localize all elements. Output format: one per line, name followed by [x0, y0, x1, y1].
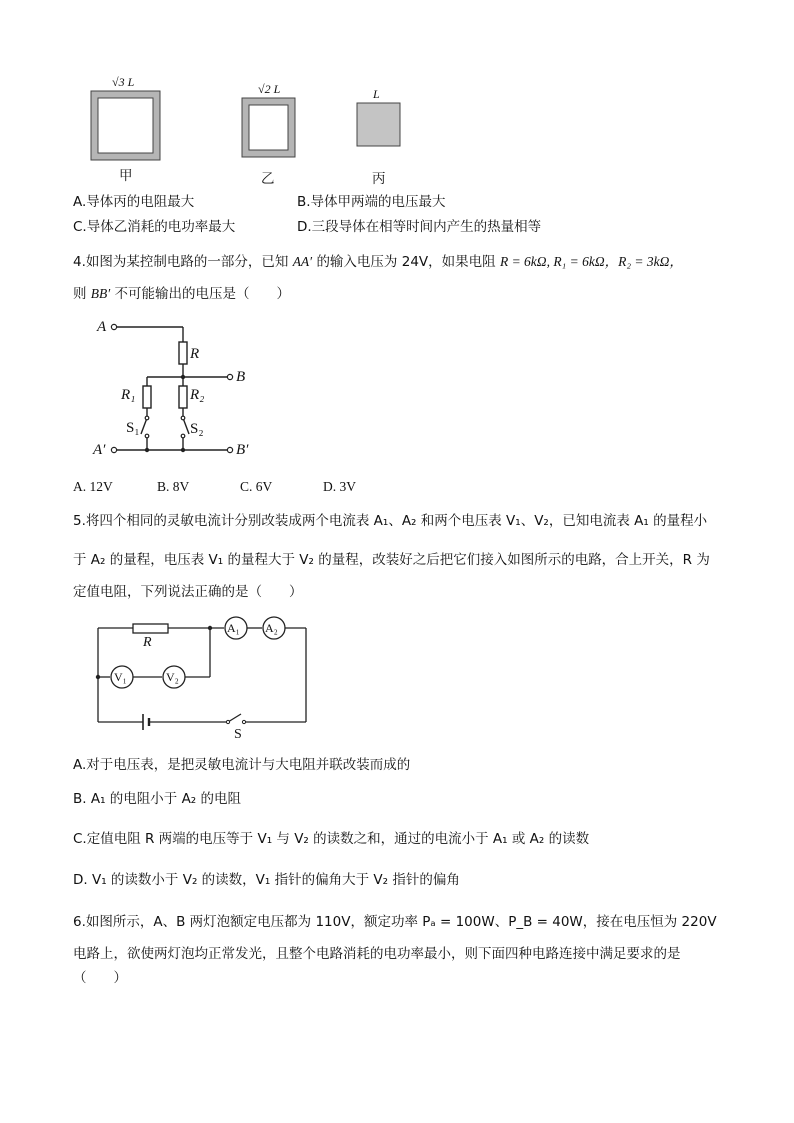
q4-option-b: B. 8V — [157, 479, 190, 494]
jia-label: 甲 — [119, 168, 133, 184]
q5-option-b: B. A₁ 的电阻小于 A₂ 的电阻 — [73, 791, 242, 807]
q6-stem-line1: 6.如图所示，A、B 两灯泡额定电压都为 110V，额定功率 Pₐ = 100W、P_B = 40W，接在电压恒为 220V — [73, 914, 717, 930]
q5-stem-line3: 定值电阻，下列说法正确的是（ ） — [73, 584, 303, 600]
q4-option-a: A. 12V — [73, 479, 113, 494]
q4-option-c: C. 6V — [240, 479, 273, 494]
q5-ammeter-a1: A₁ — [227, 621, 240, 635]
q4-option-d: D. 3V — [323, 479, 356, 494]
q4-label-a-prime: A′ — [93, 442, 106, 458]
q4-label-r1: R₁ — [121, 387, 136, 403]
q5-voltmeter-v2: V₂ — [166, 670, 179, 684]
q5-stem-line2: 于 A₂ 的量程，电压表 V₁ 的量程大于 V₂ 的量程，改装好之后把它们接入如图所示的电路，合上开关，R 为 — [73, 552, 710, 568]
q4-label-b-prime: B′ — [236, 442, 249, 458]
q5-label-r: R — [143, 635, 152, 650]
q5-option-a: A.对于电压表，是把灵敏电流计与大电阻并联改装而成的 — [73, 757, 411, 773]
q6-stem-line3: （ ） — [73, 970, 127, 986]
q5-voltmeter-v1: V₁ — [114, 670, 127, 684]
bing-label: 丙 — [372, 171, 386, 187]
q5-stem-line1: 5.将四个相同的灵敏电流计分别改装成两个电流表 A₁、A₂ 和两个电压表 V₁、V₂，已知电流表 A₁ 的量程小 — [73, 513, 708, 529]
q3-option-d: D.三段导体在相等时间内产生的热量相等 — [297, 219, 542, 235]
q3-option-b: B.导体甲两端的电压最大 — [297, 194, 446, 210]
q6-stem-line2: 电路上，欲使两灯泡均正常发光，且整个电路消耗的电功率最小，则下面四种电路连接中满足要求的是 — [73, 946, 681, 962]
yi-dimension: √2 L — [258, 82, 281, 96]
jia-dimension: √3 L — [112, 75, 135, 89]
q4-label-r2: R₂ — [190, 387, 205, 403]
q5-switch-s: S — [234, 727, 242, 742]
q4-label-s2: S₂ — [190, 421, 204, 437]
q3-option-c: C.导体乙消耗的电功率最大 — [73, 219, 236, 235]
bing-dimension: L — [373, 87, 380, 101]
q5-ammeter-a2: A₂ — [265, 621, 278, 635]
q4-stem-line2: 则 BB′ 不可能输出的电压是（ ） — [73, 286, 291, 302]
q4-label-b: B — [236, 369, 246, 385]
q4-label-s1: S₁ — [126, 420, 140, 436]
q4-label-r: R — [190, 346, 200, 362]
q5-option-c: C.定值电阻 R 两端的电压等于 V₁ 与 V₂ 的读数之和，通过的电流小于 A₁ 或 A₂ 的读数 — [73, 831, 590, 847]
q4-stem-line1: 4.如图为某控制电路的一部分，已知 AA′ 的输入电压为 24V，如果电阻 R = 6kΩ, R₁ = 6kΩ，R₂ = 3kΩ， — [73, 254, 683, 270]
yi-label: 乙 — [261, 171, 275, 187]
q4-label-a: A — [97, 319, 107, 335]
q5-option-d: D. V₁ 的读数小于 V₂ 的读数，V₁ 指针的偏角大于 V₂ 指针的偏角 — [73, 872, 460, 888]
q3-option-a: A.导体丙的电阻最大 — [73, 194, 195, 210]
